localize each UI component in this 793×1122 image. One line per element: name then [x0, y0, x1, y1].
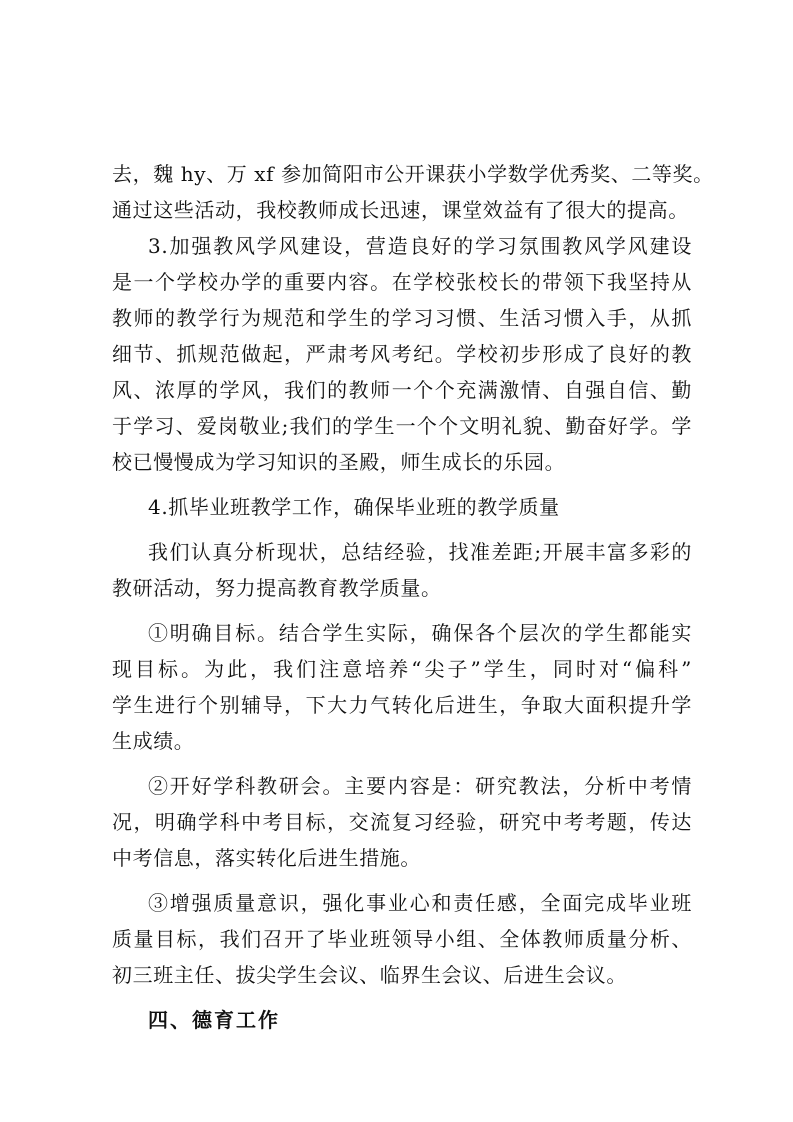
section-heading: 四、德育工作: [148, 1008, 280, 1032]
text-line: 学生进行个别辅导，下大力气转化后进生，争取大面积提升学: [112, 693, 692, 717]
text-line: 我们认真分析现状，总结经验，找准差距;开展丰富多彩的: [148, 540, 692, 564]
text-line: 通过这些活动，我校教师成长迅速，课堂效益有了很大的提高。: [112, 198, 689, 222]
text-line: 于学习、爱岗敬业;我们的学生一个个文明礼貌、勤奋好学。学: [112, 414, 692, 438]
text-line: 教师的教学行为规范和学生的学习习惯、生活习惯入手，从抓: [112, 306, 692, 330]
text-line: 校已慢慢成为学习知识的圣殿，师生成长的乐园。: [112, 450, 566, 474]
text-line: ③增强质量意识，强化事业心和责任感，全面完成毕业班: [148, 891, 692, 915]
text-line: 风、浓厚的学风，我们的教师一个个充满激情、自强自信、勤: [112, 378, 692, 402]
text-line: 生成绩。: [112, 729, 195, 753]
text-line: 细节、抓规范做起，严肃考风考纪。学校初步形成了良好的教: [112, 342, 692, 366]
text-line: ②开好学科教研会。主要内容是：研究教法，分析中考情: [148, 774, 692, 798]
text-line: ①明确目标。结合学生实际，确保各个层次的学生都能实: [148, 621, 692, 645]
text-line: 初三班主任、拔尖学生会议、临界生会议、后进生会议。: [112, 963, 627, 987]
text-line: 是一个学校办学的重要内容。在学校张校长的带领下我坚持从: [112, 270, 692, 294]
text-line: 况，明确学科中考目标，交流复习经验，研究中考考题，传达: [112, 810, 692, 834]
text-line: 质量目标，我们召开了毕业班领导小组、全体教师质量分析、: [112, 927, 692, 951]
text-line: 教研活动，努力提高教育教学质量。: [112, 576, 442, 600]
text-line: 去，魏 hy、万 xf 参加简阳市公开课获小学数学优秀奖、二等奖。: [112, 162, 714, 186]
text-line: 4.抓毕业班教学工作，确保毕业班的教学质量: [148, 495, 560, 519]
text-line: 现目标。为此，我们注意培养“尖子”学生，同时对“偏科”: [112, 657, 692, 681]
text-line: 中考信息，落实转化后进生措施。: [112, 846, 421, 870]
text-line: 3.加强教风学风建设，营造良好的学习氛围教风学风建设: [148, 234, 692, 258]
